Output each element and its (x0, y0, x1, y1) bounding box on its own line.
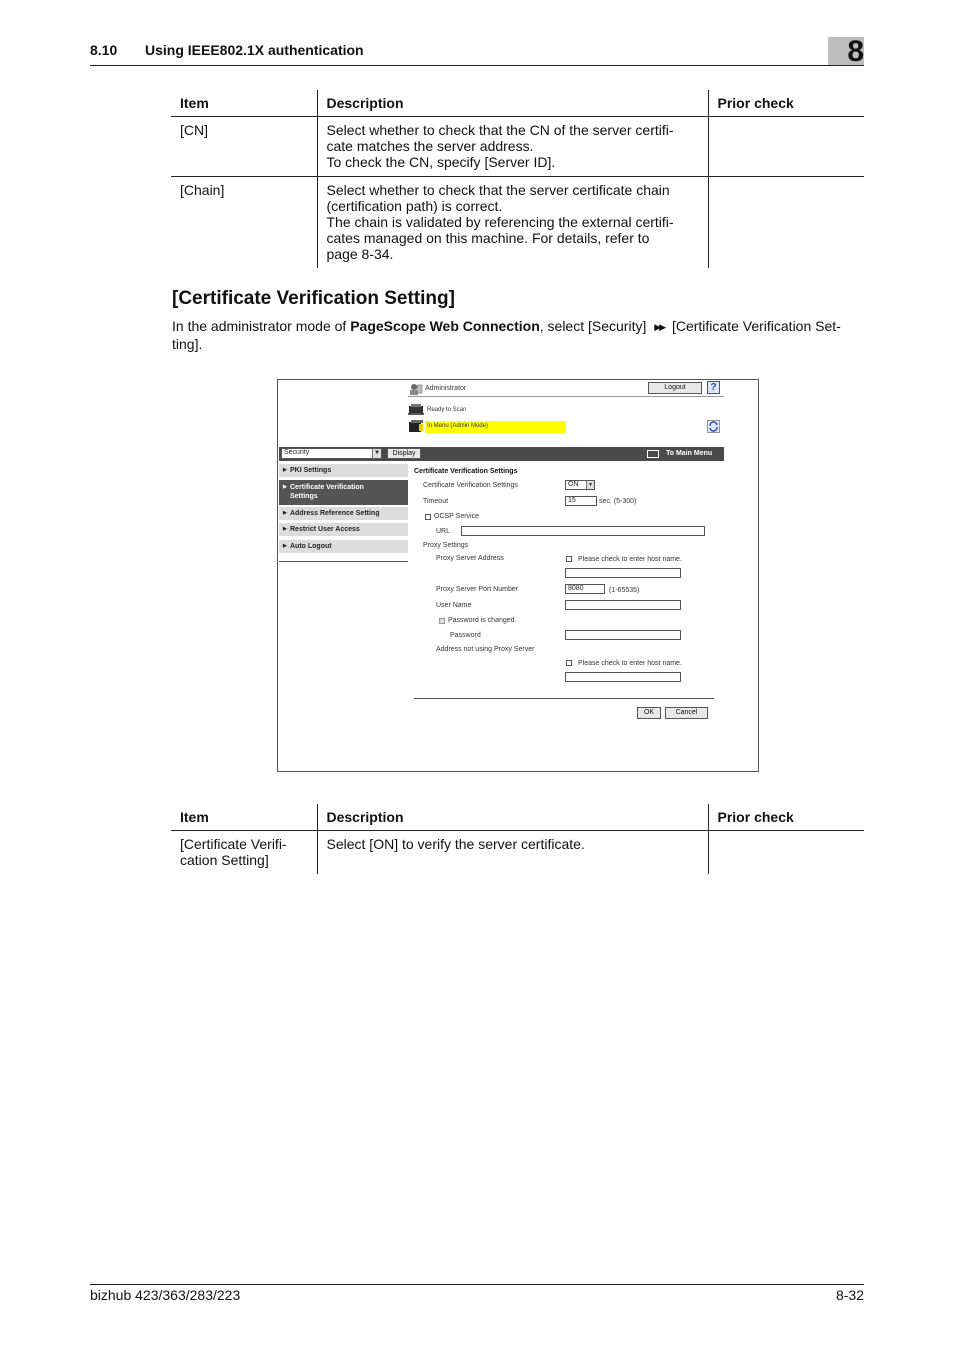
cert-verification-label: Certificate Verification Settings (423, 482, 518, 489)
header-rule (90, 65, 864, 66)
table-row (171, 830, 864, 874)
col-header-item: Item (171, 90, 317, 116)
cell-prior-check (708, 176, 864, 268)
cell-description (317, 176, 708, 268)
footer-model: bizhub 423/363/283/223 (90, 1287, 241, 1303)
status-ready: Ready to Scan (427, 407, 467, 413)
desc-line: Select whether to check that the CN of the server certifi- (326, 121, 674, 138)
triangle-right-icon: ▶ (283, 484, 287, 490)
web-connection-screenshot (277, 379, 759, 772)
running-header (90, 42, 364, 58)
desc-line: To check the CN, specify [Server ID]. (326, 153, 556, 170)
printer-icon (407, 404, 425, 416)
form-bottom-rule (414, 698, 714, 699)
refresh-icon[interactable] (707, 420, 720, 433)
section-heading: [Certificate Verification Setting] (172, 288, 455, 309)
table-row (171, 116, 864, 176)
col-header-prior-check: Prior check (708, 90, 864, 116)
cell-item: [Chain] (180, 181, 225, 198)
desc-line: Select whether to check that the server certificate chain (326, 181, 670, 198)
menu-item-label: Address Reference Setting (290, 510, 380, 517)
cell-item: [CN] (171, 116, 317, 176)
password-label: Password (450, 632, 481, 639)
intro-text: In the administrator mode of (172, 318, 351, 334)
menu-item-label: PKI Settings (290, 467, 332, 474)
chevron-down-icon: ▼ (372, 449, 381, 458)
menu-item-auto-logout[interactable] (279, 540, 408, 553)
category-select-value: Security (284, 449, 310, 456)
triangle-right-icon: ▶ (283, 526, 287, 532)
ok-button[interactable]: OK (637, 707, 661, 719)
cancel-button[interactable]: Cancel (665, 707, 708, 719)
username-input[interactable] (565, 600, 681, 610)
chevron-down-icon: ▼ (586, 481, 594, 489)
table-header-row (171, 804, 864, 830)
cert-verification-value: ON (568, 481, 579, 488)
timeout-hint: sec. (5-300) (599, 498, 637, 505)
url-label: URL (436, 528, 451, 535)
desc-line: cate matches the server address. (326, 137, 534, 154)
footer-rule (90, 1284, 864, 1285)
desc-line: page 8-34. (326, 245, 394, 262)
to-main-menu-link[interactable]: To Main Menu (666, 450, 713, 457)
proxy-port-label: Proxy Server Port Number (436, 586, 519, 593)
category-select[interactable] (281, 448, 382, 459)
menu-item-label: Restrict User Access (290, 526, 360, 533)
timeout-label: Timeout (423, 498, 449, 505)
triangle-right-icon: ▶ (283, 543, 287, 549)
machine-status-icon (407, 419, 425, 433)
username-label: User Name (436, 602, 472, 609)
chapter-number: 8 (847, 35, 864, 68)
help-icon[interactable]: ? (707, 381, 720, 394)
cell-prior-check (708, 116, 864, 176)
menu-item-certificate-verification[interactable] (279, 480, 408, 505)
col-header-description: Description (317, 90, 708, 116)
cell-description: Select [ON] to verify the server certificate. (317, 830, 708, 874)
divider (408, 396, 724, 397)
no-proxy-label: Address not using Proxy Server (436, 646, 535, 653)
ocsp-label: OCSP Service (434, 513, 479, 520)
ocsp-checkbox[interactable] (425, 514, 431, 520)
password-input[interactable] (565, 630, 681, 640)
proxy-host-check-label: Please check to enter host name. (578, 556, 682, 563)
section-number: 8.10 (90, 42, 118, 58)
menu-item-address-reference[interactable] (279, 507, 408, 520)
password-changed-label: Password is changed. (448, 617, 517, 624)
cert-verification-select[interactable] (565, 480, 595, 490)
menu-item-restrict-user-access[interactable] (279, 523, 408, 536)
footer-page-number: 8-32 (835, 1287, 864, 1303)
app-name: PageScope Web Connection (350, 318, 540, 334)
col-header-item: Item (171, 804, 317, 830)
desc-line: cates managed on this machine. For details, refer to (326, 229, 650, 246)
proxy-address-input[interactable] (565, 568, 681, 578)
admin-label: Administrator (425, 385, 467, 392)
menu-item-pki-settings[interactable] (279, 464, 408, 477)
double-arrow-icon: ▶▶ (654, 322, 665, 332)
proxy-address-label: Proxy Server Address (436, 555, 504, 562)
proxy-port-hint: (1-65535) (609, 587, 640, 594)
proxy-port-input[interactable]: 8080 (565, 584, 605, 594)
url-input[interactable] (461, 526, 705, 536)
triangle-right-icon: ▶ (283, 467, 287, 473)
cell-prior-check (708, 830, 864, 874)
table-row (171, 176, 864, 268)
table-header-row (171, 90, 864, 116)
proxy-host-checkbox[interactable] (566, 556, 572, 562)
menu-bottom-rule (279, 561, 408, 562)
item-line: [Certificate Verifi- (180, 835, 287, 852)
cell-item (171, 830, 317, 874)
menu-item-label: Certificate Verification Settings (290, 484, 364, 500)
col-header-prior-check: Prior check (708, 804, 864, 830)
intro-text: [Certificate Verification Set- (668, 318, 841, 334)
password-changed-checkbox[interactable] (439, 618, 445, 624)
display-button[interactable]: Display (387, 448, 421, 459)
timeout-input[interactable]: 15 (565, 496, 597, 506)
intro-paragraph (172, 318, 864, 353)
menu-item-label: Auto Logout (290, 543, 332, 550)
form-title: Certificate Verification Settings (414, 468, 518, 475)
section-title: Using IEEE802.1X authentication (145, 42, 364, 58)
no-proxy-host-check-label: Please check to enter host name. (578, 660, 682, 667)
desc-line: The chain is validated by referencing the external certifi- (326, 213, 674, 230)
logout-button[interactable]: Logout (648, 382, 702, 394)
main-menu-icon (647, 450, 659, 458)
item-line: cation Setting] (180, 851, 269, 868)
triangle-right-icon: ▶ (283, 510, 287, 516)
proxy-settings-label: Proxy Settings (423, 542, 469, 549)
admin-user-icon (409, 383, 423, 395)
intro-text: ting]. (172, 336, 203, 352)
item-description-table-2 (171, 804, 864, 874)
no-proxy-host-checkbox[interactable] (566, 660, 572, 666)
no-proxy-address-input[interactable] (565, 672, 681, 682)
status-mode: In Menu (Admin Mode) (427, 423, 489, 429)
desc-line: (certification path) is correct. (326, 197, 503, 214)
col-header-description: Description (317, 804, 708, 830)
cell-description (317, 116, 708, 176)
item-description-table-1 (171, 90, 864, 268)
intro-text: , select [Security] (539, 318, 651, 334)
